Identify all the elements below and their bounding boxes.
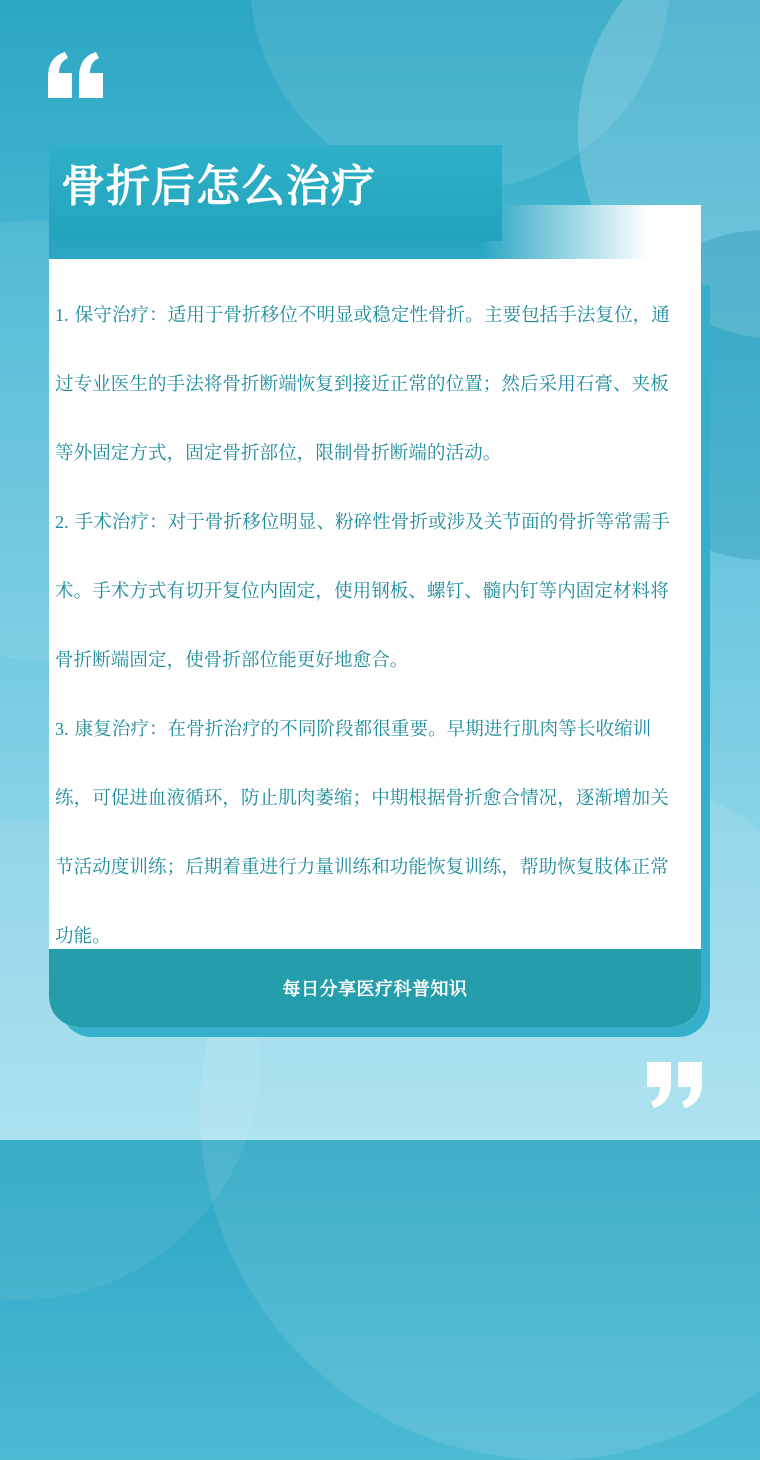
close-quote-icon — [646, 1062, 702, 1108]
title-box — [49, 145, 502, 241]
paragraph-number: 2. — [55, 512, 69, 532]
paragraph-number: 1. — [55, 305, 69, 325]
open-quote-icon — [48, 52, 104, 98]
paragraph-text: 手术治疗：对于骨折移位明显、粉碎性骨折或涉及关节面的骨折等常需手术。手术方式有切开复位内固定，使用钢板、螺钉、髓内钉等内固定材料将骨折断端固定，使骨折部位能更好地愈合。 — [55, 512, 670, 671]
paragraph-text: 保守治疗：适用于骨折移位不明显或稳定性骨折。主要包括手法复位，通过专业医生的手法将骨折断端恢复到接近正常的位置；然后采用石膏、夹板等外固定方式，固定骨折部位，限制骨折断端的活动。 — [55, 305, 670, 464]
footer-text: 每日分享医疗科普知识 — [282, 979, 468, 1000]
paragraph-text: 康复治疗：在骨折治疗的不同阶段都很重要。早期进行肌肉等长收缩训练，可促进血液循环，防止肌肉萎缩；中期根据骨折愈合情况，逐渐增加关节活动度训练；后期着重进行力量训练和功能恢复训练，帮助恢复肢体正常功能。 — [55, 719, 669, 947]
paragraph-conservative-treatment — [55, 281, 685, 488]
footer-bar — [49, 949, 701, 1027]
paragraph-rehabilitation — [55, 695, 685, 971]
page-title: 骨折后怎么治疗 — [61, 161, 376, 212]
content-card — [49, 205, 701, 1027]
paragraph-surgical-treatment — [55, 488, 685, 695]
article-body — [55, 281, 685, 971]
paragraph-number: 3. — [55, 719, 69, 739]
